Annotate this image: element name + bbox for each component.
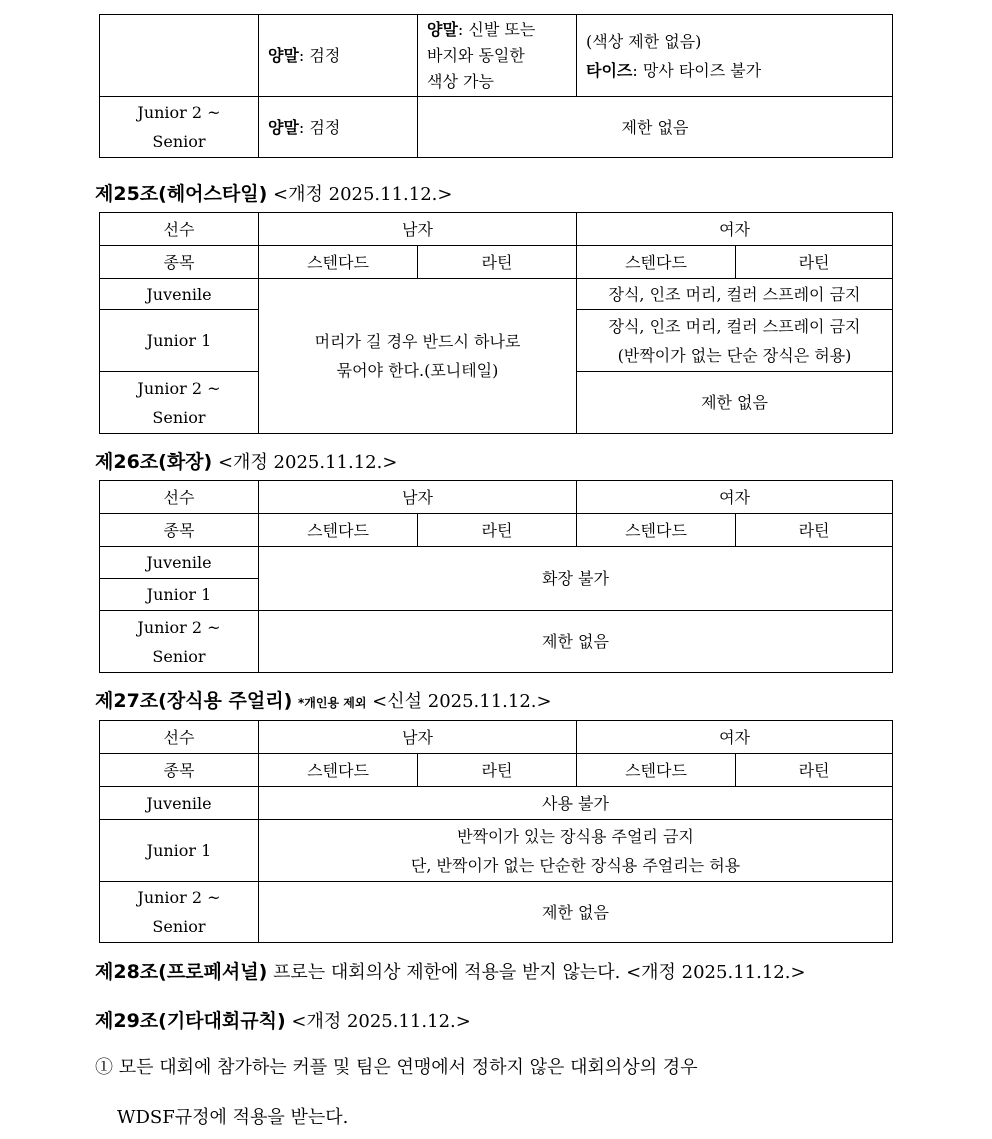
table-cell: (색상 제한 없음) 타이즈: 망사 타이즈 불가 [577, 15, 893, 97]
header-female-standard: 스텐다드 [577, 246, 736, 279]
table-row [100, 820, 893, 882]
row-junior-2-senior: Junior 2 ~ Senior [100, 372, 259, 434]
article-28 [95, 960, 806, 985]
makeup-table [99, 480, 893, 673]
table-header-row [100, 721, 893, 754]
rule-junior-2-senior: 제한 없음 [259, 611, 893, 673]
row-juvenile: Juvenile [100, 787, 259, 820]
row-juvenile: Juvenile [100, 279, 259, 310]
header-event: 종목 [100, 514, 259, 547]
rule-junior-1: 반짝이가 있는 장식용 주얼리 금지 단, 반짝이가 없는 단순한 장식용 주얼리는 허용 [259, 820, 893, 882]
header-male-standard: 스텐다드 [259, 754, 418, 787]
table-cell: Junior 2 ~ Senior [100, 97, 259, 158]
row-junior-1: Junior 1 [100, 820, 259, 882]
row-junior-1: Junior 1 [100, 310, 259, 372]
header-player: 선수 [100, 481, 259, 514]
rule-juvenile: 사용 불가 [259, 787, 893, 820]
header-player: 선수 [100, 213, 259, 246]
article-29-item-1-continued [117, 1106, 348, 1130]
table-cell: 양말: 검정 [259, 15, 418, 97]
row-juvenile: Juvenile [100, 547, 259, 579]
article-28-title: 제28조(프로페셔널) [95, 961, 268, 983]
table-row [100, 15, 893, 97]
table-row [100, 787, 893, 820]
header-male: 남자 [259, 213, 577, 246]
table-cell: 양말: 신발 또는 바지와 동일한 색상 가능 [418, 15, 577, 97]
row-junior-2-senior: Junior 2 ~ Senior [100, 611, 259, 673]
header-event: 종목 [100, 754, 259, 787]
header-event: 종목 [100, 246, 259, 279]
table-cell: 양말: 검정 [259, 97, 418, 158]
table-row [100, 882, 893, 943]
table-header-row [100, 246, 893, 279]
header-female-latin: 라틴 [736, 246, 893, 279]
rule-juvenile-junior-1: 화장 불가 [259, 547, 893, 611]
article-27-heading: 제27조(장식용 주얼리) *개인용 제외 <신설 2025.11.12.> [95, 690, 552, 712]
article-29-title: 제29조(기타대회규칙) [95, 1010, 286, 1032]
male-rule: 머리가 길 경우 반드시 하나로 묶어야 한다.(포니테일) [259, 279, 577, 434]
header-female-latin: 라틴 [736, 754, 893, 787]
article-29-note: <개정 2025.11.12.> [291, 1011, 471, 1032]
header-male-standard: 스텐다드 [259, 514, 418, 547]
header-player: 선수 [100, 721, 259, 754]
table-header-row [100, 754, 893, 787]
table-row [100, 279, 893, 310]
article-25-heading: 제25조(헤어스타일) <개정 2025.11.12.> [95, 183, 453, 205]
table-row [100, 547, 893, 579]
article-29-item-1 [95, 1056, 698, 1080]
female-rule-juvenile: 장식, 인조 머리, 컬러 스프레이 금지 [577, 279, 893, 310]
table-row [100, 97, 893, 158]
dress-code-table-continued [99, 14, 893, 158]
header-female-standard: 스텐다드 [577, 514, 736, 547]
article-29-heading [95, 1009, 471, 1034]
jewelry-table [99, 720, 893, 943]
table-row [100, 611, 893, 673]
table-cell: 제한 없음 [418, 97, 893, 158]
article-28-text: 프로는 대회의상 제한에 적용을 받지 않는다. [273, 962, 621, 983]
header-male: 남자 [259, 721, 577, 754]
header-male-latin: 라틴 [418, 754, 577, 787]
header-female-standard: 스텐다드 [577, 754, 736, 787]
item-text: 모든 대회에 참가하는 커플 및 팀은 연맹에서 정하지 않은 대회의상의 경우 [118, 1057, 698, 1078]
item-text: WDSF규정에 적용을 받는다. [117, 1107, 349, 1128]
header-male-latin: 라틴 [418, 514, 577, 547]
table-header-row [100, 514, 893, 547]
header-female: 여자 [577, 213, 893, 246]
table-header-row [100, 213, 893, 246]
header-male: 남자 [259, 481, 577, 514]
table-cell-empty [100, 15, 259, 97]
header-female-latin: 라틴 [736, 514, 893, 547]
rule-junior-2-senior: 제한 없음 [259, 882, 893, 943]
row-junior-1: Junior 1 [100, 579, 259, 611]
female-rule-junior-2-senior: 제한 없음 [577, 372, 893, 434]
item-number: ① [95, 1057, 113, 1078]
female-rule-junior-1: 장식, 인조 머리, 컬러 스프레이 금지 (반짝이가 없는 단순 장식은 허용) [577, 310, 893, 372]
header-male-standard: 스텐다드 [259, 246, 418, 279]
article-28-note: <개정 2025.11.12.> [626, 962, 806, 983]
header-female: 여자 [577, 721, 893, 754]
table-header-row [100, 481, 893, 514]
header-male-latin: 라틴 [418, 246, 577, 279]
row-junior-2-senior: Junior 2 ~ Senior [100, 882, 259, 943]
hairstyle-table [99, 212, 893, 434]
article-26-heading: 제26조(화장) <개정 2025.11.12.> [95, 451, 398, 473]
header-female: 여자 [577, 481, 893, 514]
